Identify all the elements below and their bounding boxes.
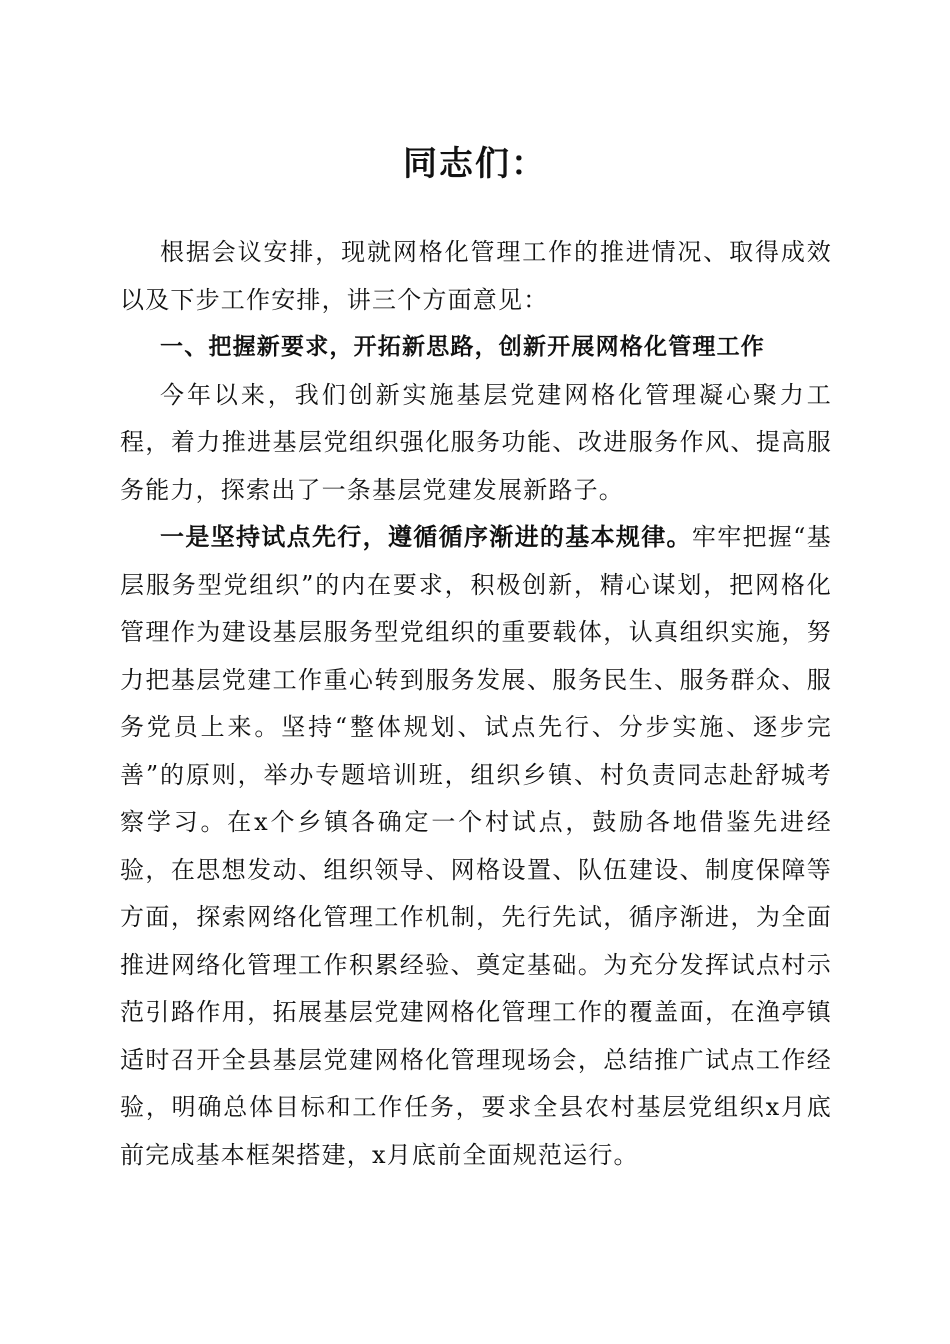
- point-body: 牢牢把握“基层服务型党组织”的内在要求，积极创新，精心谋划，把网格化管理作为建设基层服务型党组织的重要载体，认真组织实施，努力把基层党建工作重心转到服务发展、服务民生、服务群众、服务党员上来。坚持“整体规划、试点先行、分步实施、逐步完善”的原则，举办专题培训班，组织乡镇、村负责同志赴舒城考察学习。在x个乡镇各确定一个村试点，鼓励各地借鉴先进经验，在思想发动、组织领导、网格设置、队伍建设、制度保障等方面，探索网络化管理工作机制，先行先试，循序渐进，为全面推进网络化管理工作积累经验、奠定基础。为充分发挥试点村示范引路作用，拓展基层党建网格化管理工作的覆盖面，在渔亭镇适时召开全县基层党建网格化管理现场会，总结推广试点工作经验，明确总体目标和工作任务，要求全县农村基层党组织x月底前完成基本框架搭建，x月底前全面规范运行。: [120, 523, 832, 1169]
- point-paragraph: [120, 514, 832, 1179]
- point-lead: 一是坚持试点先行，遵循循序渐进的基本规律。: [160, 523, 692, 551]
- section-heading: 一、把握新要求，开拓新思路，创新开展网格化管理工作: [160, 334, 765, 360]
- document-body: [120, 229, 832, 1179]
- intro-paragraph: 根据会议安排，现就网格化管理工作的推进情况、取得成效以及下步工作安排，讲三个方面意见：: [120, 238, 832, 314]
- document-title: 同志们：: [403, 144, 547, 184]
- section-paragraph: 今年以来，我们创新实施基层党建网格化管理凝心聚力工程，着力推进基层党组织强化服务功能、改进服务作风、提高服务能力，探索出了一条基层党建发展新路子。: [120, 380, 832, 504]
